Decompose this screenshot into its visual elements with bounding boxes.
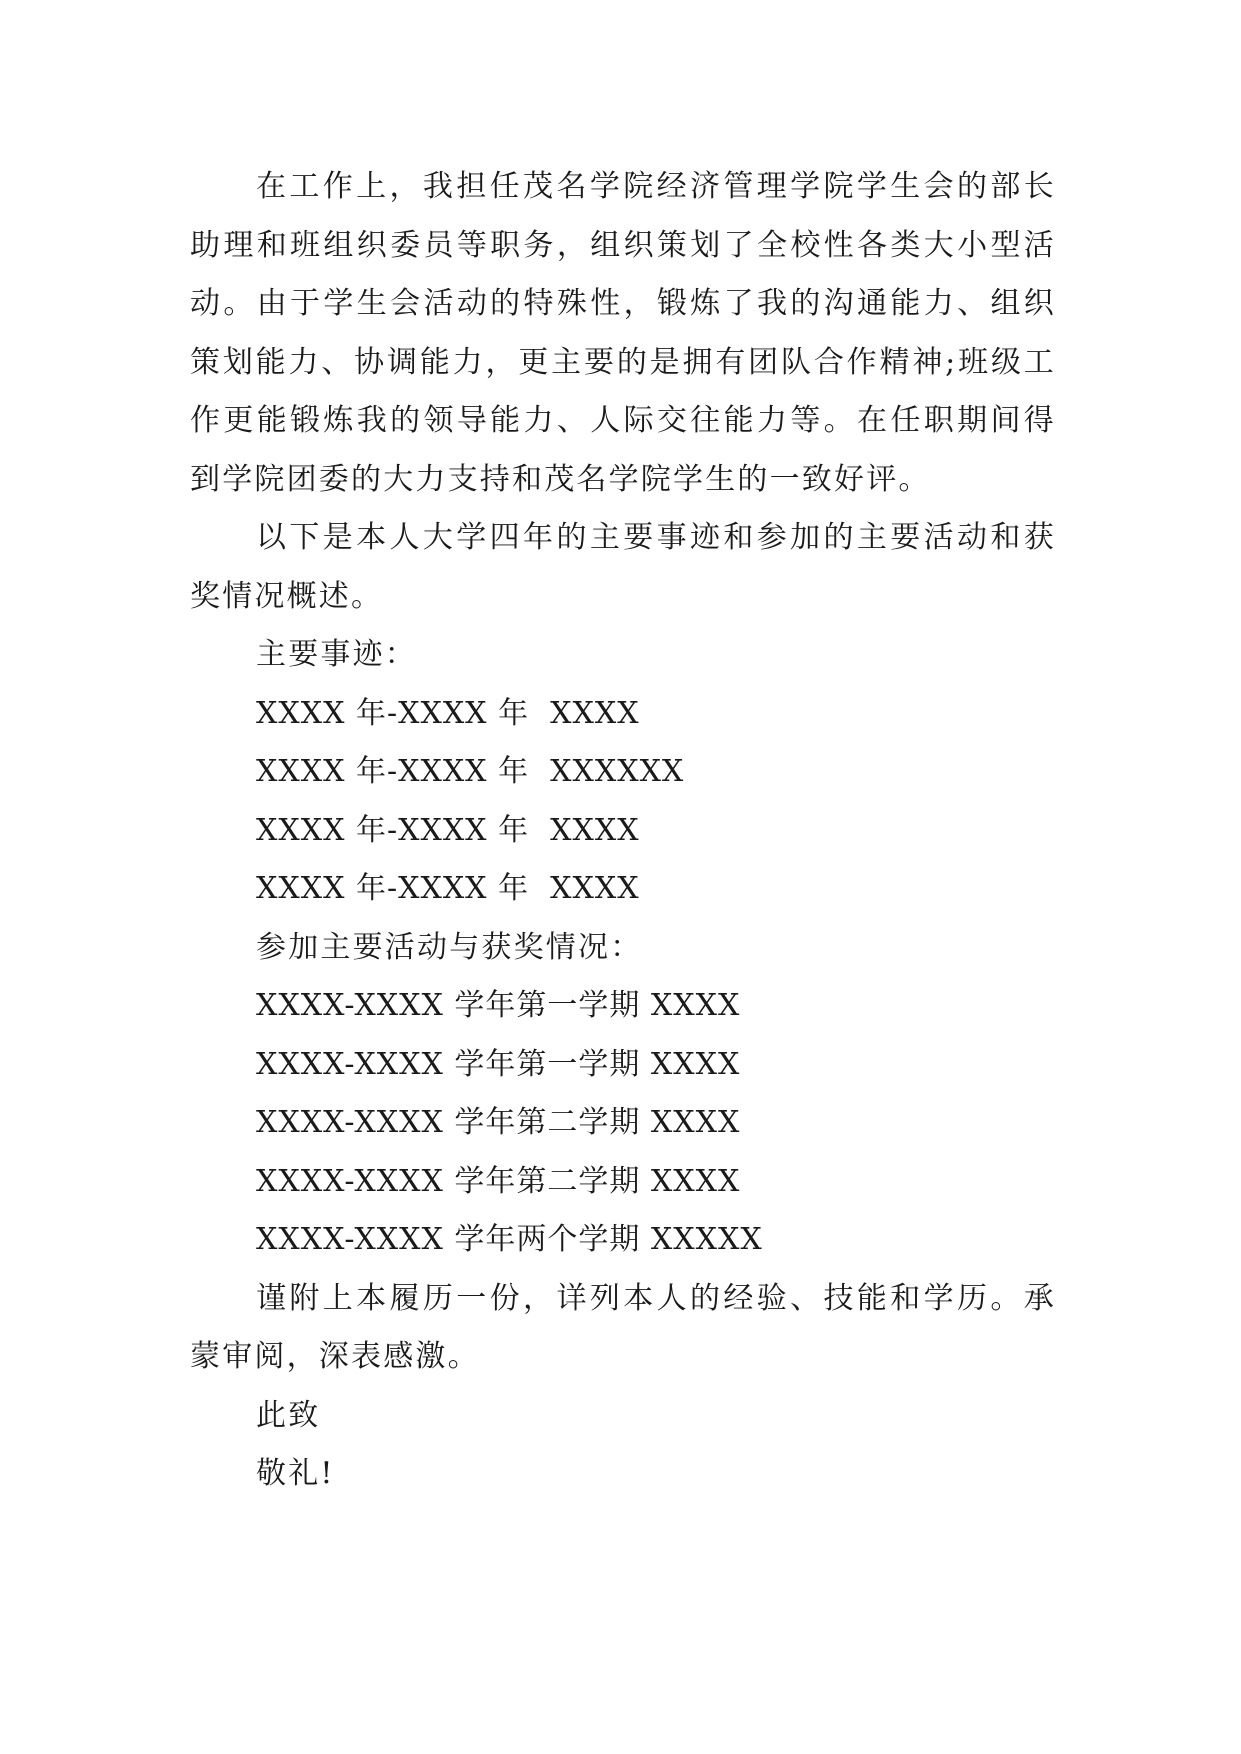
salutation-line-2: 敬礼! [256, 1456, 335, 1491]
activity-item: XXXX-XXXX 学年第二学期 XXXX [256, 1163, 741, 1199]
activity-item: XXXX-XXXX 学年第一学期 XXXX [256, 988, 741, 1023]
document-body [190, 158, 1056, 1504]
activity-item: XXXX-XXXX 学年第一学期 XXXX [256, 1046, 741, 1082]
main-deed-item: XXXX 年-XXXX 年 XXXX [256, 871, 640, 906]
main-deed-item: XXXX 年-XXXX 年 XXXX [256, 695, 640, 731]
closing-paragraph: 谨附上本履历一份，详列本人的经验、技能和学历。承蒙审阅，深表感激。 [190, 1280, 1056, 1374]
main-deed-item: XXXX 年-XXXX 年 XXXX [256, 812, 640, 848]
overview-paragraph: 以下是本人大学四年的主要事迹和参加的主要活动和获奖情况概述。 [190, 520, 1056, 614]
activity-item: XXXX-XXXX 学年两个学期 XXXXX [256, 1222, 763, 1257]
main-deeds-heading: 主要事迹： [256, 637, 417, 672]
activities-heading: 参加主要活动与获奖情况： [256, 929, 643, 965]
activity-item: XXXX-XXXX 学年第二学期 XXXX [256, 1105, 741, 1140]
main-deed-item: XXXX 年-XXXX 年 XXXXXX [256, 754, 685, 789]
salutation-line-1: 此致 [256, 1397, 321, 1433]
intro-paragraph: 在工作上，我担任茂名学院经济管理学院学生会的部长助理和班组织委员等职务，组织策划了全校性各类大小型活动。由于学生会活动的特殊性，锻炼了我的沟通能力、组织策划能力、协调能力，更主要的是拥有团队合作精神;班级工作更能锻炼我的领导能力、人际交往能力等。在任职期间得到学院团委的大力支持和茂名学院学生的一致好评。 [190, 169, 1056, 497]
